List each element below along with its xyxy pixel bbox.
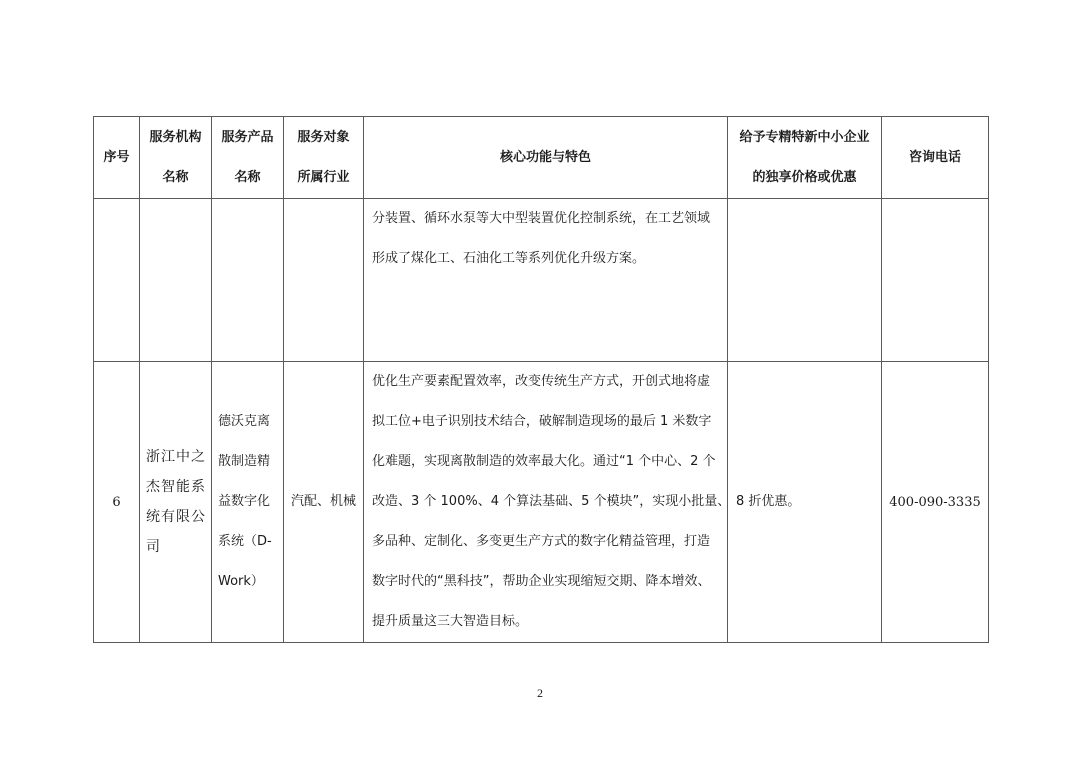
header-industry-line1: 服务对象 — [297, 129, 350, 145]
row6-product-line: 德沃克离 — [218, 414, 271, 429]
header-org-line1: 服务机构 — [149, 129, 202, 145]
row6-phone: 400-090-3335 — [882, 362, 989, 643]
header-product-line1: 服务产品 — [221, 129, 274, 145]
header-price-line2: 的独享价格或优惠 — [752, 169, 857, 185]
row6-product — [212, 362, 284, 643]
row6-product-line: 系统（D- — [218, 534, 272, 549]
row6-product-line: 散制造精 — [218, 454, 271, 469]
cont-org-cell — [140, 199, 212, 362]
header-feature: 核心功能与特色 — [364, 117, 728, 199]
row6-industry: 汽配、机械 — [284, 362, 364, 643]
cont-phone-cell — [882, 199, 989, 362]
header-product-line2: 名称 — [234, 169, 261, 185]
service-table — [93, 116, 989, 643]
cont-industry-cell — [284, 199, 364, 362]
header-price — [728, 117, 882, 199]
row6-feature-line: 多品种、定制化、多变更生产方式的数字化精益管理，打造 — [372, 534, 711, 549]
row6-feature-line: 化难题，实现离散制造的效率最大化。通过“1 个中心、2 个 — [372, 454, 716, 469]
page-number: 2 — [537, 686, 543, 700]
header-industry — [284, 117, 364, 199]
header-phone: 咨询电话 — [882, 117, 989, 199]
header-price-line1: 给予专精特新中小企业 — [739, 129, 870, 145]
cont-feature-cell — [364, 199, 728, 362]
row6-feature-line: 提升质量这三大智造目标。 — [372, 614, 529, 629]
row6-product-line: Work） — [218, 574, 264, 589]
header-org — [140, 117, 212, 199]
cont-price-cell — [728, 199, 882, 362]
header-row — [94, 117, 989, 199]
row6-feature — [364, 362, 731, 643]
header-seq: 序号 — [94, 117, 140, 199]
row6-feature-line: 改造、3 个 100%、4 个算法基础、5 个模块”，实现小批量、 — [372, 494, 731, 509]
row6-product-line: 益数字化 — [218, 494, 271, 509]
cont-seq-cell — [94, 199, 140, 362]
row6-feature-line: 拟工位+电子识别技术结合，破解制造现场的最后 1 米数字 — [372, 414, 712, 429]
cont-feature-line: 分装置、循环水泵等大中型装置优化控制系统，在工艺领域 — [372, 211, 711, 226]
row6-seq: 6 — [94, 362, 140, 643]
continuation-row — [94, 199, 989, 362]
row6-price: 8 折优惠。 — [728, 362, 882, 643]
row6-org-line: 统有限公 — [146, 509, 206, 525]
row6-org-line: 浙江中之 — [146, 449, 206, 465]
header-industry-line2: 所属行业 — [297, 169, 350, 185]
header-org-line2: 名称 — [162, 169, 189, 185]
row6-org-line: 司 — [146, 539, 161, 555]
cont-product-cell — [212, 199, 284, 362]
table-row — [94, 362, 989, 643]
cont-feature-line: 形成了煤化工、石油化工等系列优化升级方案。 — [372, 251, 646, 266]
header-product — [212, 117, 284, 199]
row6-feature-line: 优化生产要素配置效率，改变传统生产方式，开创式地将虚 — [372, 374, 711, 389]
row6-feature-line: 数字时代的“黑科技”，帮助企业实现缩短交期、降本增效、 — [372, 574, 711, 589]
row6-org-line: 杰智能系 — [146, 479, 206, 495]
row6-org — [140, 362, 212, 643]
